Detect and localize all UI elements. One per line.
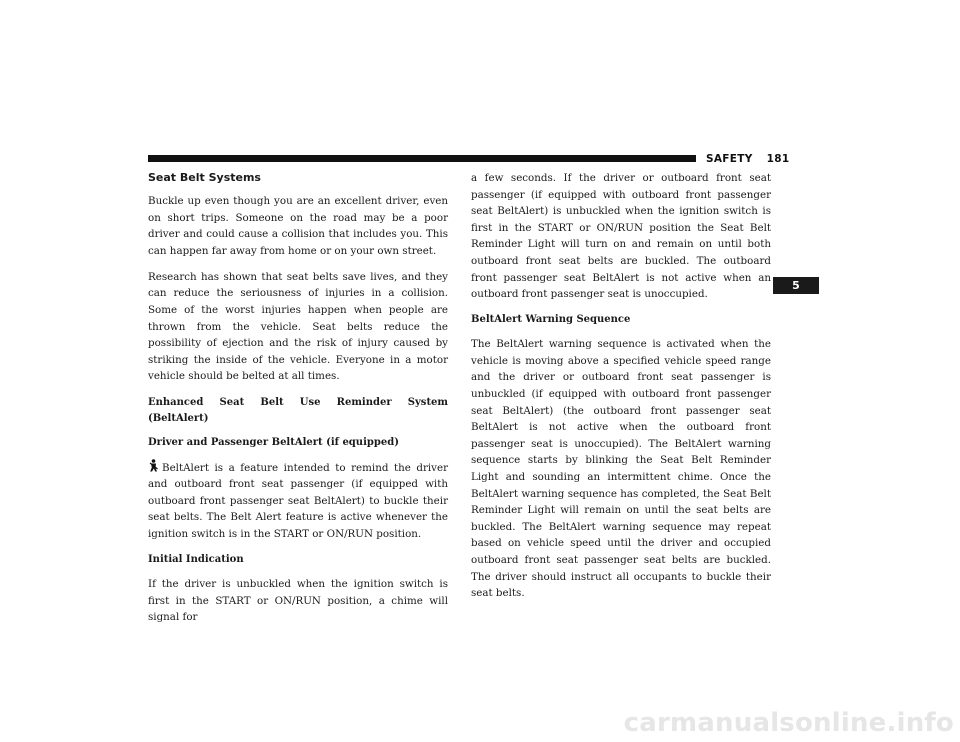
paragraph: Buckle up even though you are an excellent driver, even on short trips. Someone on the road may be a poor driver and could cause a collision that includes you. This can happen far away from home or on your own street.: [148, 195, 448, 257]
running-header: [706, 153, 789, 165]
right-column: [471, 170, 771, 611]
left-column: [148, 170, 448, 635]
subheading: BeltAlert Warning Sequence: [471, 314, 631, 326]
paragraph: The BeltAlert warning sequence is activated when the vehicle is moving above a specified vehicle speed range and the driver or outboard front seat passenger is unbuckled (if equipped with outboard front passenger seat BeltAlert) (the outboard front passenger seat BeltAlert is not active when the outboard front passenger seat is unoccupied). The BeltAlert warning sequence starts by blinking the Seat Belt Reminder Light and sounding an intermittent chime. Once the BeltAlert warning sequence has completed, the Seat Belt Reminder Light will remain on until the seat belts are buckled. The BeltAlert warning sequence may repeat based on vehicle speed until the driver and occupied outboard front seat passenger seat belts are buckled. The driver should instruct all occupants to buckle their seat belts.: [471, 338, 771, 600]
paragraph: Research has shown that seat belts save lives, and they can reduce the seriousness of injuries in a collision. Some of the worst injuries happen when people are thrown from the vehicle. Seat belts reduce the possibility of ejection and the risk of injury caused by striking the inside of the vehicle. Everyone in a motor vehicle should be belted at all times.: [148, 270, 448, 383]
paragraph: a few seconds. If the driver or outboard front seat passenger (if equipped with outboard front passenger seat BeltAlert) is unbuckled when the ignition switch is first in the START or ON/RUN position the Seat Belt Reminder Light will turn on and remain on until both outboard front seat belts are buckled. The outboard front passenger seat BeltAlert is not active when an outboard front passenger seat is unoccupied.: [471, 172, 771, 301]
paragraph-with-icon: [148, 459, 448, 543]
paragraph-text: BeltAlert is a feature intended to remind the driver and outboard front seat passenger (if equipped with outboard front passenger seat BeltAlert) to buckle their seat belts. The Belt Alert feature is active whenever the ignition switch is in the START or ON/RUN position.: [148, 461, 448, 540]
header-rule: [148, 155, 696, 162]
subheading: Enhanced Seat Belt Use Reminder System (BeltAlert): [148, 396, 448, 424]
section-heading: Seat Belt Systems: [148, 171, 261, 184]
chapter-tab: 5: [773, 277, 819, 294]
seatbelt-reminder-icon: [148, 459, 159, 472]
page-number: 181: [766, 153, 790, 165]
header-section: SAFETY: [706, 153, 753, 165]
watermark-link[interactable]: carmanualsonline.info: [623, 708, 954, 738]
subheading: Initial Indication: [148, 554, 244, 565]
paragraph: If the driver is unbuckled when the ignition switch is first in the START or ON/RUN position, a chime will signal for: [148, 578, 448, 624]
subheading: Driver and Passenger BeltAlert (if equipped): [148, 436, 399, 448]
